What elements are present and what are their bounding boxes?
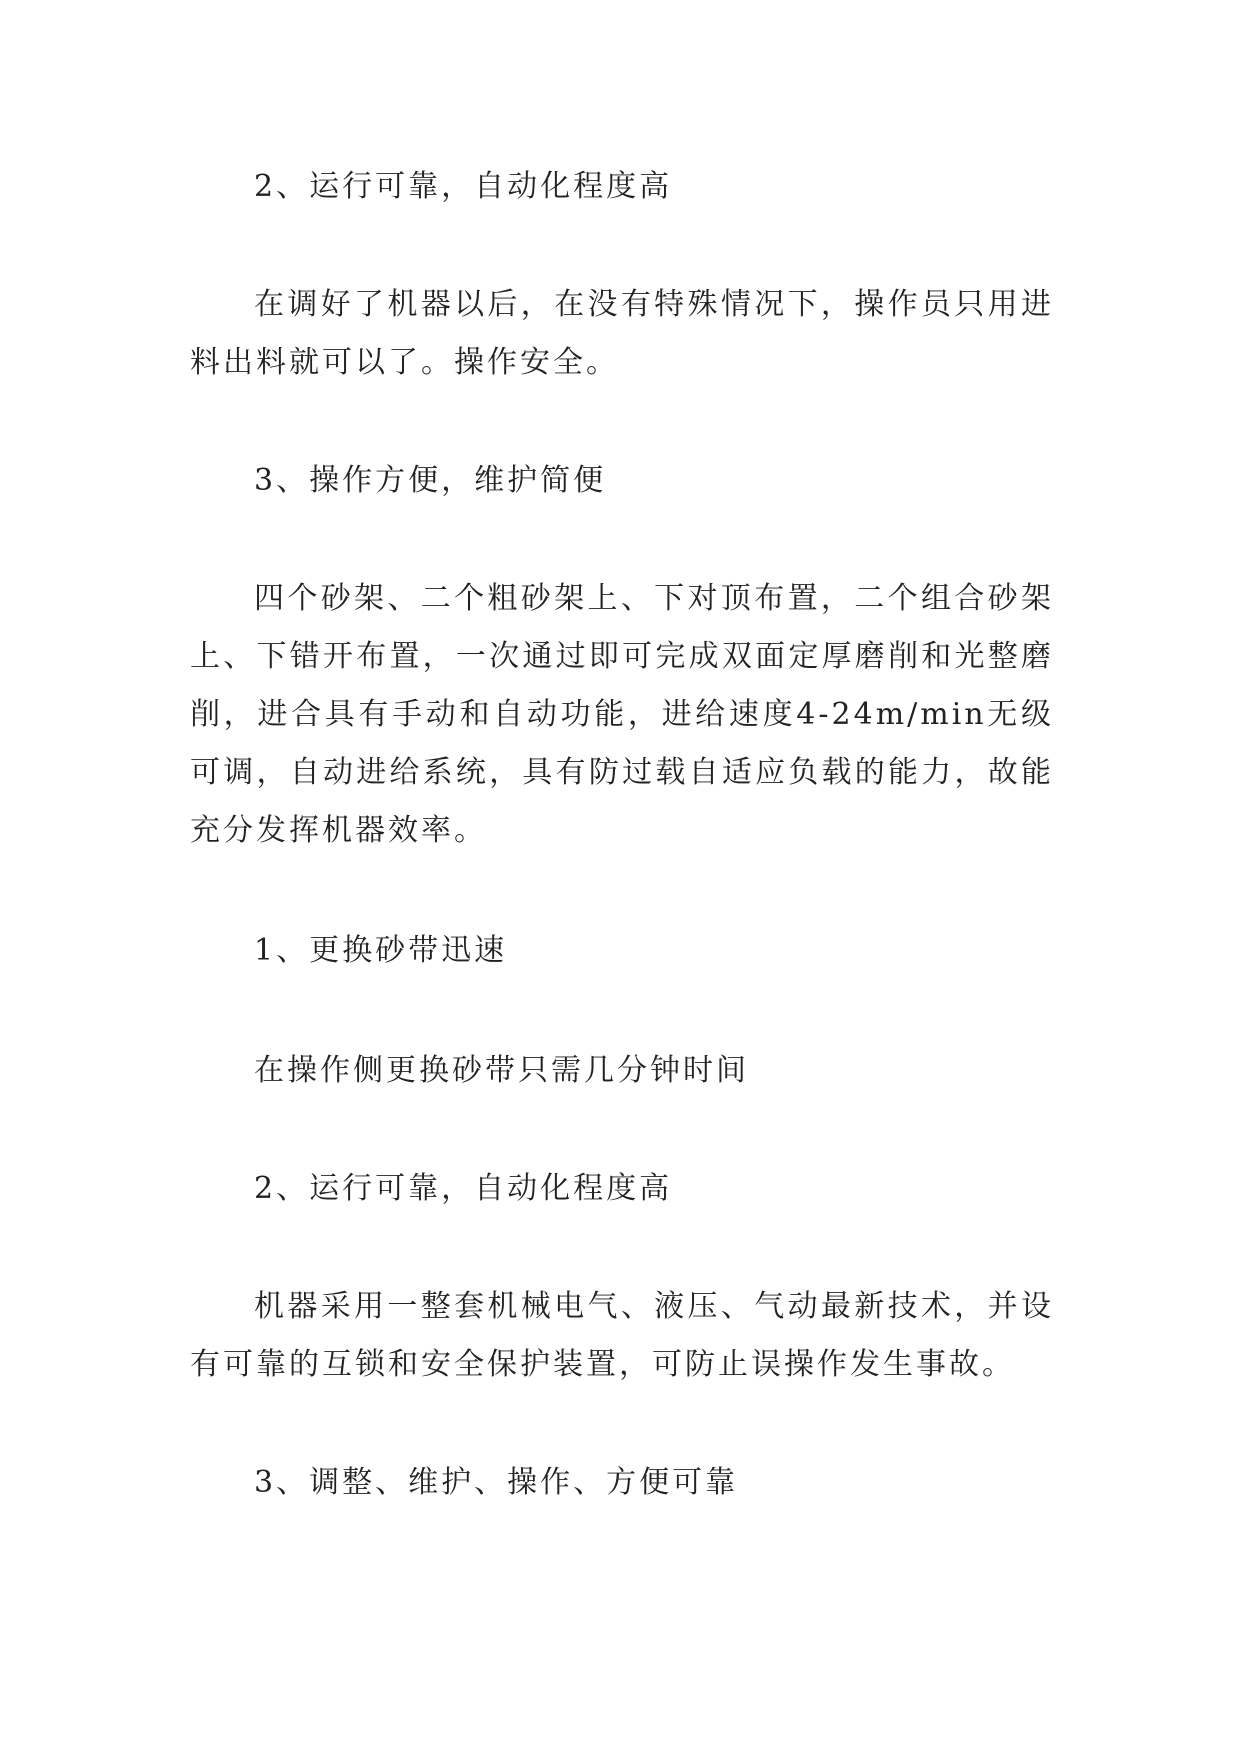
paragraph-safety-devices: 机器采用一整套机械电气、液压、气动最新技术，并设有可靠的互锁和安全保护装置，可防止误操作发生事故。 [190,1289,1054,1382]
paragraph-sanding-frames: 四个砂架、二个粗砂架上、下对顶布置，二个组合砂架上、下错开布置，一次通过即可完成双面定厚磨削和光整磨削，进合具有手动和自动功能，进给速度4-24m/min无级可调，自动进给系统，具有防过载自适应负载的能力，故能充分发挥机器效率。 [190,581,1054,848]
document-body [190,158,1054,1512]
heading-reliable-operation: 2、运行可靠，自动化程度高 [254,169,673,204]
paragraph-operator-safety: 在调好了机器以后，在没有特殊情况下，操作员只用进料出料就可以了。操作安全。 [190,287,1054,380]
heading-reliable-operation-2: 2、运行可靠，自动化程度高 [254,1171,673,1206]
paragraph-belt-change-time: 在操作侧更换砂带只需几分钟时间 [254,1053,749,1088]
heading-quick-belt-change: 1、更换砂带迅速 [254,933,508,968]
heading-adjustment-convenience: 3、调整、维护、操作、方便可靠 [254,1465,739,1500]
heading-easy-maintenance: 3、操作方便，维护简便 [254,463,607,498]
